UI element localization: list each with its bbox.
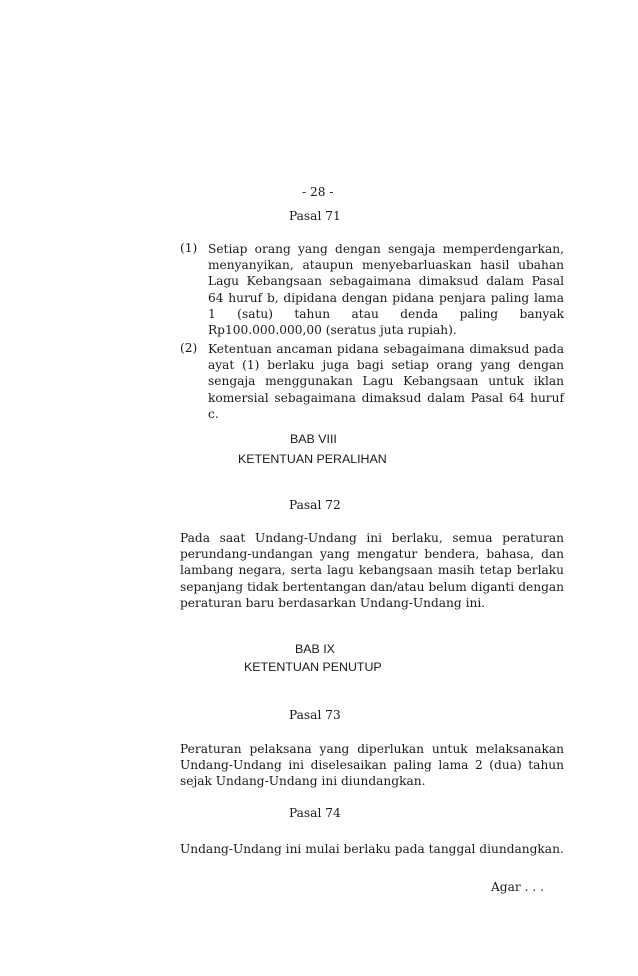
item-number: (2): [180, 341, 198, 355]
pasal-72-title: Pasal 72: [289, 498, 341, 512]
pasal-73-text: Peraturan pelaksana yang diperlukan untuk melaksanakan Undang-Undang ini diselesaikan paling lama 2 (dua) tahun sejak Undang-Undang ini diundangkan.: [180, 742, 564, 789]
bab-9-title: BAB IX: [295, 642, 335, 656]
bab-8-subtitle: KETENTUAN PERALIHAN: [238, 452, 387, 466]
item-text: Setiap orang yang dengan sengaja memperdengarkan, menyanyikan, ataupun menyebarluaskan hasil ubahan Lagu Kebangsaan sebagaimana dimaksud dalam Pasal 64 huruf b, dipidana dengan pidana penjara paling lama 1 (satu) tahun atau denda paling banyak Rp100.000.000,00 (seratus juta rupiah).: [208, 242, 564, 338]
bab-9-subtitle: KETENTUAN PENUTUP: [244, 660, 382, 674]
pasal-74-text: Undang-Undang ini mulai berlaku pada tanggal diundangkan.: [180, 842, 564, 856]
page-number: - 28 -: [302, 185, 334, 199]
pasal-74-title: Pasal 74: [289, 806, 341, 820]
pasal-73-title: Pasal 73: [289, 708, 341, 722]
pasal-72-text: Pada saat Undang-Undang ini berlaku, semua peraturan perundang-undangan yang mengatur bendera, bahasa, dan lambang negara, serta lagu kebangsaan masih tetap berlaku sepanjang tidak bertentangan dan/atau belum diganti dengan peraturan baru berdasarkan Undang-Undang ini.: [180, 531, 564, 610]
bab-8-title: BAB VIII: [290, 432, 337, 446]
item-number: (1): [180, 241, 198, 255]
item-text: Ketentuan ancaman pidana sebagaimana dimaksud pada ayat (1) berlaku juga bagi setiap orang yang dengan sengaja menggunakan Lagu Kebangsaan untuk iklan komersial sebagaimana dimaksud dalam Pasal 64 huruf c.: [208, 342, 564, 421]
continuation-text: Agar . . .: [491, 880, 544, 894]
pasal-71-title: Pasal 71: [289, 209, 341, 223]
